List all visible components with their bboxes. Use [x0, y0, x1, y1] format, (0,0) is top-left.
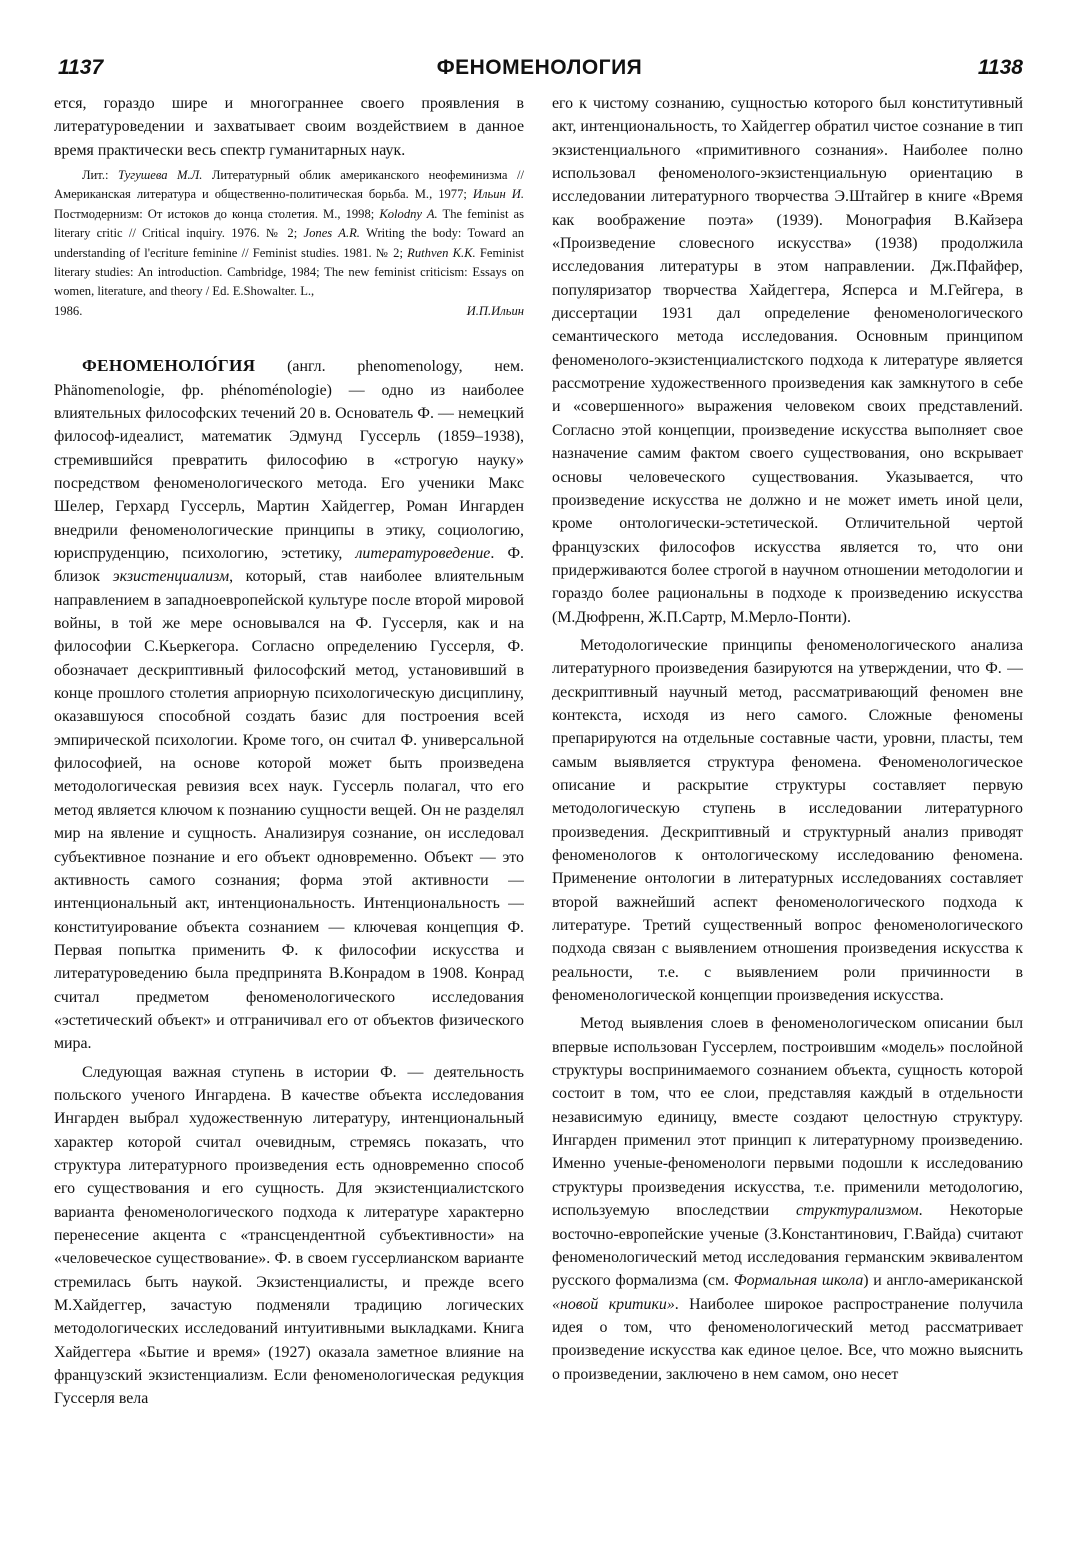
lit-title: Writing the body: Toward an understanding of l'ecriture feminine // Feminist studies. 1981. № 2; — [54, 226, 524, 260]
entry-text: ) и англо-американской — [863, 1272, 1023, 1290]
entry-text: Метод выявления слоев в феноменологическом описании был впервые использован Гуссерлем, построившим «модель» послойной структуры воспринимаемого сознанием объекта, сущность которой состоит в том, что ее слои, представляя каждый в отдельности независимую единицу, вместе создают целостную структуру. Ингарден применил этот принцип к литературному произведению. Именно ученые-феноменологи первыми подошли к исследованию структуры произведения искусства, т.е. применили методологию, используемую впоследствии — [552, 1015, 1023, 1220]
cross-reference-link[interactable]: экзистенциализм — [112, 568, 230, 586]
lit-title: Литературный облик американского неофеминизма // Американская литература и общественно-политическая борьба. М., 1977; — [54, 168, 524, 202]
article-author-signature: И.П.Ильин — [466, 303, 524, 318]
entry-paragraph: Методологические принципы феноменологического анализа литературного произведения базируются на утверждении, что Ф. — дескриптивный научный метод, рассматривающий феномен вне контекста, исходя из него самого. Сложные феномены препарируются на отдельные составные части, уровни, пласты, тем самым выявляется структура феномена. Феноменологическое описание и раскрытие структуры составляет первую методологическую ступень в исследовании литературного произведения. Дескриптивный и структурный анализ приводят феноменологов к онтологическому исследованию феномена. Применение онтологии в литературных исследованиях составляет второй важнейший аспект феноменологического подхода к литературе. Третий существенный вопрос феноменологического подхода связан с выявлением отношения произведения искусства к реальности, т.е. с выявлением роли причинности в феноменологической концепции произведения искусства. — [552, 636, 1023, 1005]
entry-text: . Ф. близок — [54, 545, 524, 586]
lit-label: Лит.: — [82, 168, 109, 183]
lit-author: Kolodny A. — [379, 206, 438, 221]
cross-reference-link[interactable]: «новой критики» — [552, 1295, 675, 1313]
lit-author: Ruthven K.K. — [407, 245, 476, 260]
entry-paragraph — [552, 1012, 1023, 1386]
page-number-left: 1137 — [58, 56, 104, 79]
right-column — [552, 92, 1023, 1532]
lit-title: The feminist as literary critic // Critical inquiry. 1976. № 2; — [54, 206, 524, 241]
cross-reference-link[interactable]: структурализмом — [796, 1202, 919, 1220]
cross-reference-link[interactable]: литературоведение — [355, 545, 491, 563]
entry-paragraph: Следующая важная ступень в истории Ф. — деятельность польского ученого Ингардена. В качестве объекта исследования Ингарден выбрал художественную литературу, интенциональный характер которой считал очевидным, стремясь показать, что структура литературного произведения есть одновременно способ его существования и его сущность. Для экзистенциалистского варианта феноменологического подхода к литературе характерно перенесение акцента с «трансцендентной субъективности» на «человеческое существование». Ф. в своем гуссерлианском варианте стремилась быть наукой. Экзистенциалисты, и прежде всего М.Хайдеггер, зачастую подменяли традицию логических методологических исследований интуитивными выкладками. Книга Хайдеггера «Бытие и время» (1927) оказала заметное влияние на французский экзистенциализм. Если феноменологическая редукция Гуссерля вела — [54, 1063, 524, 1408]
entry-headword: ФЕНОМЕНОЛО́ГИЯ — [82, 356, 256, 376]
lit-author: Ильин И. — [472, 187, 524, 202]
entry-separator — [54, 321, 524, 354]
literature-end — [54, 302, 524, 321]
lit-author: Jones A.R. — [303, 226, 360, 241]
cross-reference-link[interactable]: Формальная школа — [733, 1272, 864, 1290]
lit-author: Тугушева М.Л. — [118, 168, 203, 183]
page-number-right: 1138 — [977, 56, 1023, 79]
entry-paragraph — [54, 354, 524, 1055]
entry-text: (англ. phenomenology, нем. Phänomenologie, фр. phénoménologie) — одно из наиболее влиятельных философских течений 20 в. Основатель Ф. — немецкий философ-идеалист, математик Эдмунд Гуссерль (1859–1938), стремившийся превратить философию в «строгую науку» посредством феноменологического метода. Его ученики Макс Шелер, Герхард Гуссерль, Мартин Хайдеггер, Роман Ингарден внедрили феноменологические принципы в этику, социологию, юриспруденцию, психологию, эстетику, — [54, 358, 524, 563]
lit-year: 1986. — [54, 303, 83, 318]
entry-paragraph: его к чистому сознанию, сущностью которого был конститутивный акт, интенциональность, то Хайдеггер обратил чистое сознание в тип экзистенциального «примитивного сознания». Наиболее полно использовал феноменолого-экзистенциальную ориентацию в исследовании литературного творчества Э.Штайгер в книге «Время как воображение поэта» (1939). Монография В.Кайзера «Произведение словесного искусства» (1938) продолжила исследования литературы в этом направлении. Дж.Пфайфер, популяризатор творчества Хайдеггера, Ясперса и М.Гейгера, в диссертации 1931 дал определение феноменологического семантического метода исследования. Основным принципом феноменолого-экзистенциалистского подхода к литературе является рассмотрение художественного произведения как замкнутого в себе и «совершенного» выражения человеком своих представлений. Согласно этой концепции, произведение искусства выполняет свое назначение самим фактом своего существования, оно вскрывает основы человеческого существования. Указывается, что произведение искусства не должно и не может иметь иной цели, кроме онтологически-эстетической. Отличительной чертой французских философов искусства является то, что они придерживаются более строгой в научном отношении методологии и гораздо более рациональны в подходе к произведению искусства (М.Дюфренн, Ж.П.Сартр, М.Мерло-Понти). — [552, 95, 1023, 626]
lit-title: Feminist literary studies: An introduction. Cambridge, 1984; The new feminist criticism: Essays on women, literature, and theory / Ed. E.Showalter. L., — [54, 245, 524, 299]
entry-text: . Некоторые восточно-европейские ученые (З.Константинович, Г.Вайда) считают феноменологический метод исследования германским эквивалентом русского формализма (см. — [552, 1202, 1023, 1290]
left-column — [54, 92, 524, 1532]
literature-list — [54, 166, 524, 302]
page-header — [52, 56, 1027, 86]
entry-text: , который, став наиболее влиятельным направлением в западноевропейской культуре после второй мировой войны, в той же мере основывался на Ф. Гуссерля, как и на философии С.Кьеркегора. Согласно определению Гуссерля, Ф. обозначает дескриптивный философский метод, установивший в конце прошлого столетия априорную психологическую дисциплину, оказавшуюся способной создать базис для построения всей эмпирической психологии. Кроме того, он считал Ф. универсальной философией, на основе которой может быть произведена методологическая ревизия всех наук. Гуссерль полагал, что его метод является ключом к познанию сущности вещей. Он не разделял мир на явление и сущность. Анализируя сознание, он исследовал субъективное познание и его объект одновременно. Объект — это активность самого сознания; форма этой активности — интенциональный акт, интенциональность. Интенциональность — конституирование объекта сознанием — ключевая концепция Ф. Первая попытка применить Ф. к философии искусства и литературоведению была предпринята В.Конрадом в 1908. Конрад считал предметом феноменологического исследования «эстетический объект» и отграничивал его от объектов физического мира. — [54, 568, 524, 1053]
running-title: ФЕНОМЕНОЛОГИЯ — [436, 56, 643, 79]
lit-title: Постмодернизм: От истоков до конца столетия. М., 1998; — [54, 206, 375, 221]
entry-text: . Наиболее широкое распространение получила идея о том, что феноменологический метод рассматривает произведение искусства как единое целое. Все, что можно выяснить о произведении, заключено в нем самом, оно несет — [552, 1295, 1023, 1383]
continued-paragraph: ется, гораздо шире и многограннее своего проявления в литературоведении и захватывает своим воздействием в данное время практически весь спектр гуманитарных наук. — [54, 95, 524, 159]
